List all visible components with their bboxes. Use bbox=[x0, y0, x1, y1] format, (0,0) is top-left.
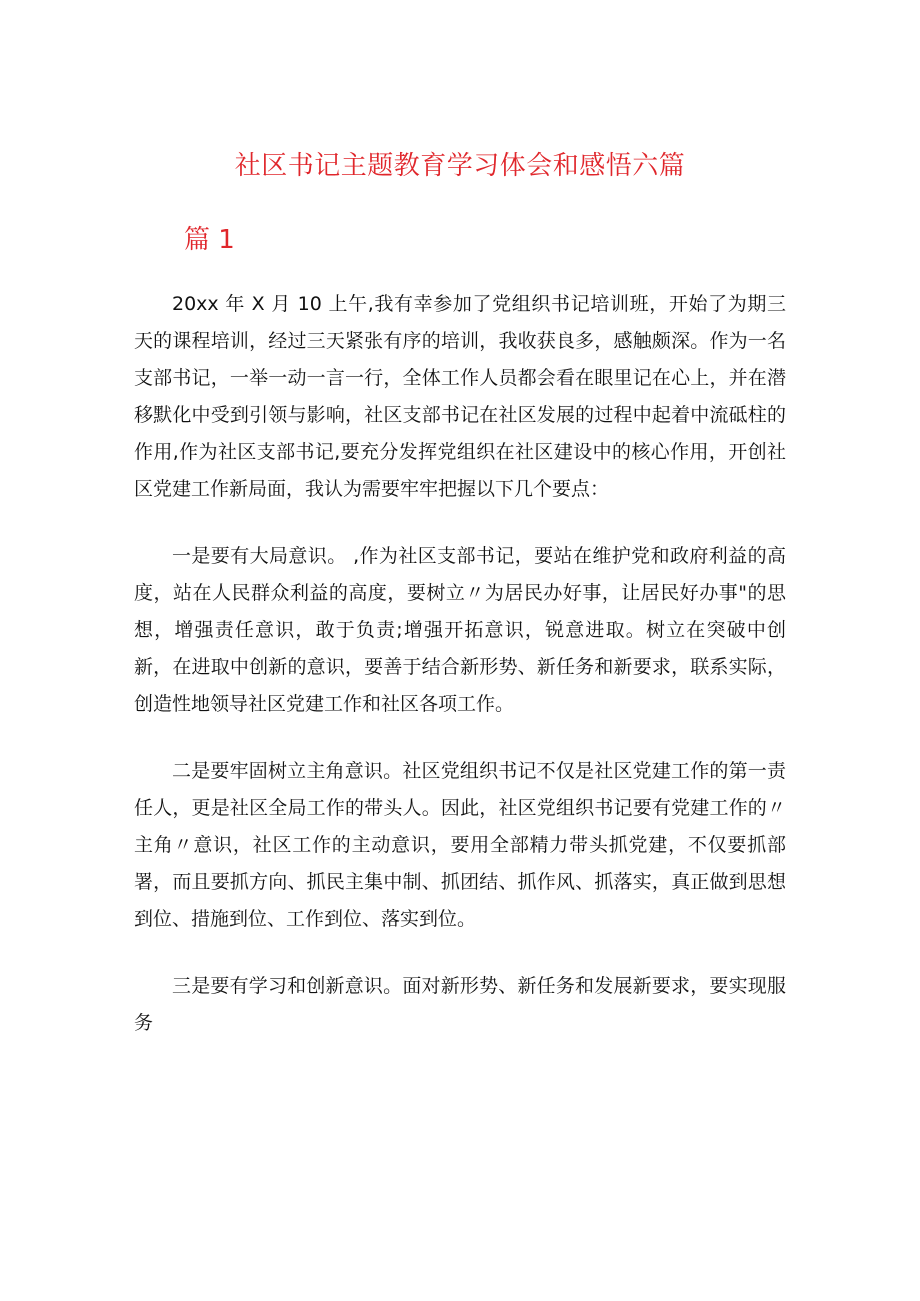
section-heading: 篇 1 bbox=[184, 225, 235, 255]
paragraph-3: 二是要牢固树立主角意识。社区党组织书记不仅是社区党建工作的第一责任人，更是社区全局工作的带头人。因此，社区党组织书记要有党建工作的〃主角〃意识，社区工作的主动意识，要用全部精力带头抓党建，不仅要抓部署，而且要抓方向、抓民主集中制、抓团结、抓作风、抓落实，真正做到思想到位、措施到位、工作到位、落实到位。 bbox=[134, 760, 786, 930]
paragraph-2: 一是要有大局意识。 ,作为社区支部书记，要站在维护党和政府利益的高度，站在人民群众利益的高度，要树立〃为居民办好事，让居民好办事"的思想，增强责任意识，敢于负责;增强开拓意识，锐意进取。树立在突破中创新，在进取中创新的意识，要善于结合新形势、新任务和新要求，联系实际，创造性地领导社区党建工作和社区各项工作。 bbox=[134, 545, 786, 715]
document-title: 社区书记主题教育学习体会和感悟六篇 bbox=[234, 151, 686, 181]
paragraph-4: 三是要有学习和创新意识。面对新形势、新任务和发展新要求，要实现服务 bbox=[134, 975, 786, 1034]
paragraph-1: 20xx 年 X 月 10 上午,我有幸参加了党组织书记培训班，开始了为期三天的课程培训，经过三天紧张有序的培训，我收获良多，感触颇深。作为一名支部书记，一举一动一言一行，全体工作人员都会看在眼里记在心上，并在潜移默化中受到引领与影响，社区支部书记在社区发展的过程中起着中流砥柱的作用,作为社区支部书记,要充分发挥党组织在社区建设中的核心作用，开创社区党建工作新局面，我认为需要牢牢把握以下几个要点： bbox=[134, 293, 786, 500]
document-body bbox=[134, 286, 786, 1072]
